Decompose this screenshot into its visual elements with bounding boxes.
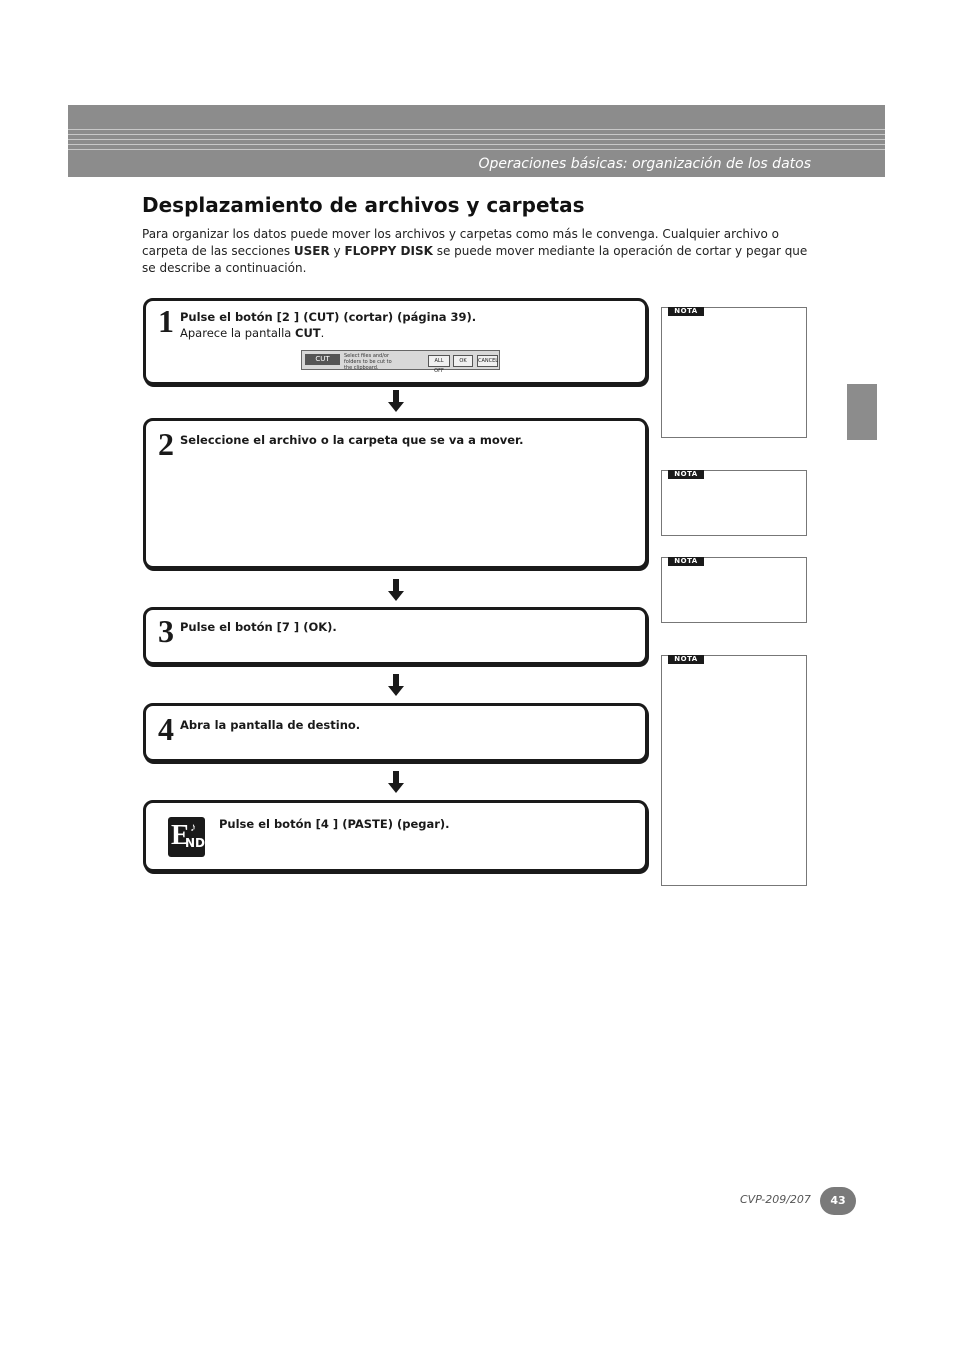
chapter-side-tab (847, 384, 877, 440)
page-number: 43 (820, 1187, 856, 1215)
step-number: 3 (158, 613, 174, 649)
intro-text: y (329, 244, 345, 258)
lcd-cancel-button: CANCEL (477, 355, 498, 367)
step-1-box (143, 298, 648, 385)
step-instruction: Abra la pantalla de destino. (180, 718, 361, 732)
end-icon-letter: E (171, 820, 190, 851)
note-box (661, 470, 807, 536)
step-2-box (143, 418, 648, 569)
down-arrow-icon (388, 771, 404, 793)
note-box (661, 655, 807, 886)
lcd-message: Select files and/or folders to be cut to the clipboard. (344, 353, 392, 371)
music-note-icon: ♪ (190, 820, 196, 834)
lcd-alloff-button: ALL OFF (428, 355, 450, 367)
note-box (661, 557, 807, 623)
step-result-suffix: . (320, 326, 325, 340)
nota-label: NOTA (668, 307, 704, 316)
step-result-screen: CUT (295, 326, 321, 340)
cut-screen-illustration (301, 350, 500, 374)
step-result (180, 326, 324, 340)
down-arrow-icon (388, 390, 404, 412)
header-section-title: Operaciones básicas: organización de los datos (478, 156, 811, 172)
nota-label: NOTA (668, 655, 704, 664)
step-4-box (143, 703, 648, 762)
down-arrow-icon (388, 674, 404, 696)
step-3-box (143, 607, 648, 665)
intro-paragraph (142, 226, 812, 277)
step-instruction: Pulse el botón [4 ] (PASTE) (pegar). (219, 817, 450, 831)
intro-text: se puede mover mediante la operación de cortar y pegar que se describe a continuación. (142, 244, 808, 275)
step-number: 1 (158, 303, 174, 339)
step-result-text: Aparece la pantalla (180, 326, 295, 340)
nota-label: NOTA (668, 557, 704, 566)
step-instruction: Seleccione el archivo o la carpeta que se va a mover. (180, 433, 524, 447)
step-instruction: Pulse el botón [2 ] (CUT) (cortar) (página 39). (180, 310, 477, 324)
nota-label: NOTA (668, 470, 704, 479)
step-number: 4 (158, 711, 174, 747)
header-top-fill (68, 105, 885, 127)
end-icon-suffix: ND (185, 836, 206, 850)
end-icon (168, 817, 205, 857)
step-end-box (143, 800, 648, 872)
intro-user-label: USER (293, 244, 330, 258)
intro-text: Para organizar los datos puede mover los archivos y carpetas como más le convenga. Cualquier archivo o carpeta de las secciones (142, 227, 779, 258)
header-band (68, 105, 885, 177)
step-number: 2 (158, 426, 174, 462)
step-instruction: Pulse el botón [7 ] (OK). (180, 620, 337, 634)
lcd-title: CUT (305, 354, 340, 365)
down-arrow-icon (388, 579, 404, 601)
page-title: Desplazamiento de archivos y carpetas (142, 193, 585, 217)
intro-floppy-label: FLOPPY DISK (344, 244, 433, 258)
note-box (661, 307, 807, 438)
model-name: CVP-209/207 (740, 1193, 811, 1206)
lcd-ok-button: OK (453, 355, 473, 367)
